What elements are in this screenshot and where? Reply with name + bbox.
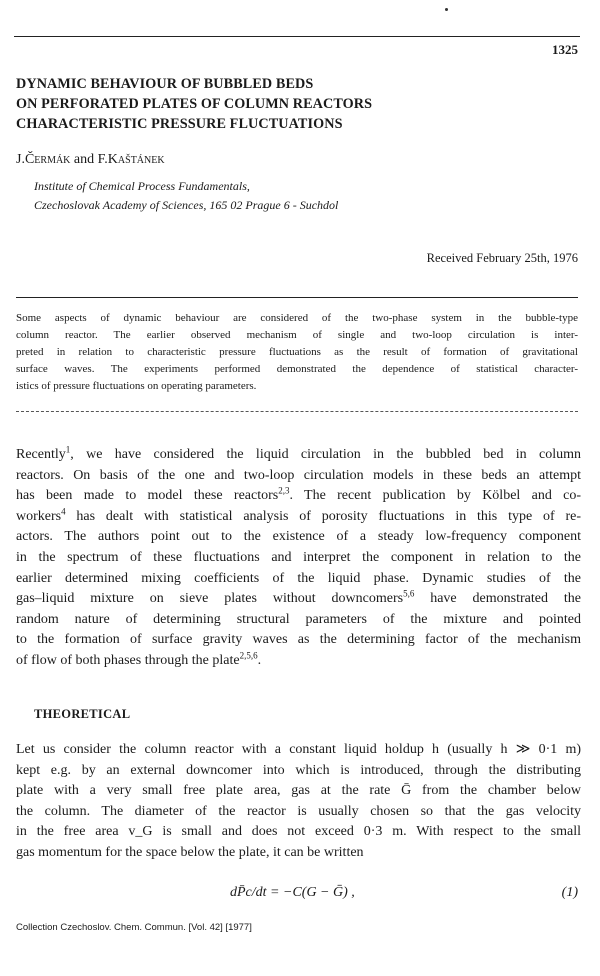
author-1-surname: Čermák xyxy=(24,152,71,167)
paragraph-line: actors. The authors point out to the existence of a steady low-frequency component xyxy=(16,529,581,545)
title-line: ON PERFORATED PLATES OF COLUMN REACTORS xyxy=(16,96,373,112)
paragraph-line xyxy=(16,651,581,672)
paragraph-line xyxy=(16,445,581,466)
header-rule xyxy=(14,36,580,37)
abstract-line: istics of pressure fluctuations on operating parameters. xyxy=(16,380,257,392)
reference-marker: 5,6 xyxy=(403,588,415,599)
abstract-line: column reactor. The earlier observed mechanism of single and two-loop circulation is inter- xyxy=(16,329,578,341)
reference-marker: 2,5,6 xyxy=(239,650,258,661)
received-date: Received February 25th, 1976 xyxy=(426,251,578,265)
title-line: DYNAMIC BEHAVIOUR OF BUBBLED BEDS xyxy=(16,76,314,92)
text-run: have demonstrated the xyxy=(414,591,581,607)
author-1-initial: J. xyxy=(16,152,25,167)
abstract-rule-top xyxy=(16,297,578,298)
reference-marker: 4 xyxy=(61,506,66,517)
paragraph-line xyxy=(16,589,581,610)
reference-marker: 1 xyxy=(65,444,71,455)
text-run: , we have considered the liquid circulation in the bubbled bed in column xyxy=(70,447,581,462)
intro-paragraph xyxy=(16,445,581,672)
text-run: has dealt with statistical analysis of porosity fluctuations in this type of re- xyxy=(65,508,581,524)
paragraph-line: the column. The diameter of the reactor is usually chosen so that the gas velocity xyxy=(16,803,581,819)
page-number: 1325 xyxy=(552,42,578,57)
paragraph-line: earlier determined mixing coefficients of the liquid phase. Dynamic studies of the xyxy=(16,570,581,586)
author-conjunction: and xyxy=(70,152,98,167)
paragraph-line xyxy=(16,486,581,507)
authors xyxy=(16,152,165,168)
paragraph-line: to the formation of surface gravity waves as the determining factor of the mechanism xyxy=(16,632,581,648)
text-run: . xyxy=(257,652,262,668)
equation-number: (1) xyxy=(561,885,578,900)
text-run: has been made to model these reactors xyxy=(16,488,279,504)
journal-citation-footer: Collection Czechoslov. Chem. Commun. [Vol. 42] [1977] xyxy=(16,922,252,933)
text-run: Recently xyxy=(16,447,66,462)
abstract-rule-bottom xyxy=(16,411,578,412)
abstract-line: surface waves. The experiments performed demonstrated the dependence of statistical character- xyxy=(16,363,578,375)
affiliation-line: Czechoslovak Academy of Sciences, 165 02 Prague 6 - Suchdol xyxy=(34,198,339,212)
text-run: of flow of both phases through the plate xyxy=(16,652,240,668)
paragraph-line: gas momentum for the space below the plate, it can be written xyxy=(16,844,364,860)
text-run: gas–liquid mixture on sieve plates without downcomers xyxy=(16,591,404,607)
affiliation-line: Institute of Chemical Process Fundamentals, xyxy=(34,179,250,193)
abstract-line: Some aspects of dynamic behaviour are considered of the two-phase system in the bubble-type xyxy=(16,312,578,324)
abstract xyxy=(16,310,578,395)
author-2-surname: Kaštánek xyxy=(107,152,165,167)
author-2-initial: F. xyxy=(97,152,108,167)
theoretical-paragraph xyxy=(16,740,581,864)
equation: dP̄c/dt = −C(G − Ḡ) , xyxy=(230,885,355,900)
paragraph-line: kept e.g. by an external downcomer into which is introduced, through the distributing xyxy=(16,762,581,778)
abstract-line: preted in relation to characteristic pressure fluctuations as the result of formation of gravitational xyxy=(16,346,578,358)
paragraph-line xyxy=(16,507,581,528)
text-run: . The recent publication by Kölbel and co- xyxy=(289,488,582,504)
paragraph-line: reactors. On basis of the one and two-loop circulation models in these beds an attempt xyxy=(16,467,581,483)
title-line: CHARACTERISTIC PRESSURE FLUCTUATIONS xyxy=(16,116,343,132)
paragraph-line: random nature of determining structural parameters of the mixture and pointed xyxy=(16,611,581,627)
text-run: workers xyxy=(16,508,62,524)
article-title xyxy=(16,74,576,134)
section-heading: THEORETICAL xyxy=(34,707,131,721)
affiliation xyxy=(34,177,338,215)
paragraph-line: in the spectrum of these fluctuations and interpret the component in relation to the xyxy=(16,549,581,565)
paragraph-line: plate with a very small free plate area, gas at the rate Ḡ from the chamber below xyxy=(16,783,581,799)
reference-marker: 2,3 xyxy=(278,485,290,496)
paragraph-line: Let us consider the column reactor with a constant liquid holdup h (usually h ≫ 0·1 m) xyxy=(16,742,581,757)
paragraph-line: in the free area v_G is small and does not exceed 0·3 m. With respect to the small xyxy=(16,824,581,840)
scan-speck xyxy=(445,8,448,11)
